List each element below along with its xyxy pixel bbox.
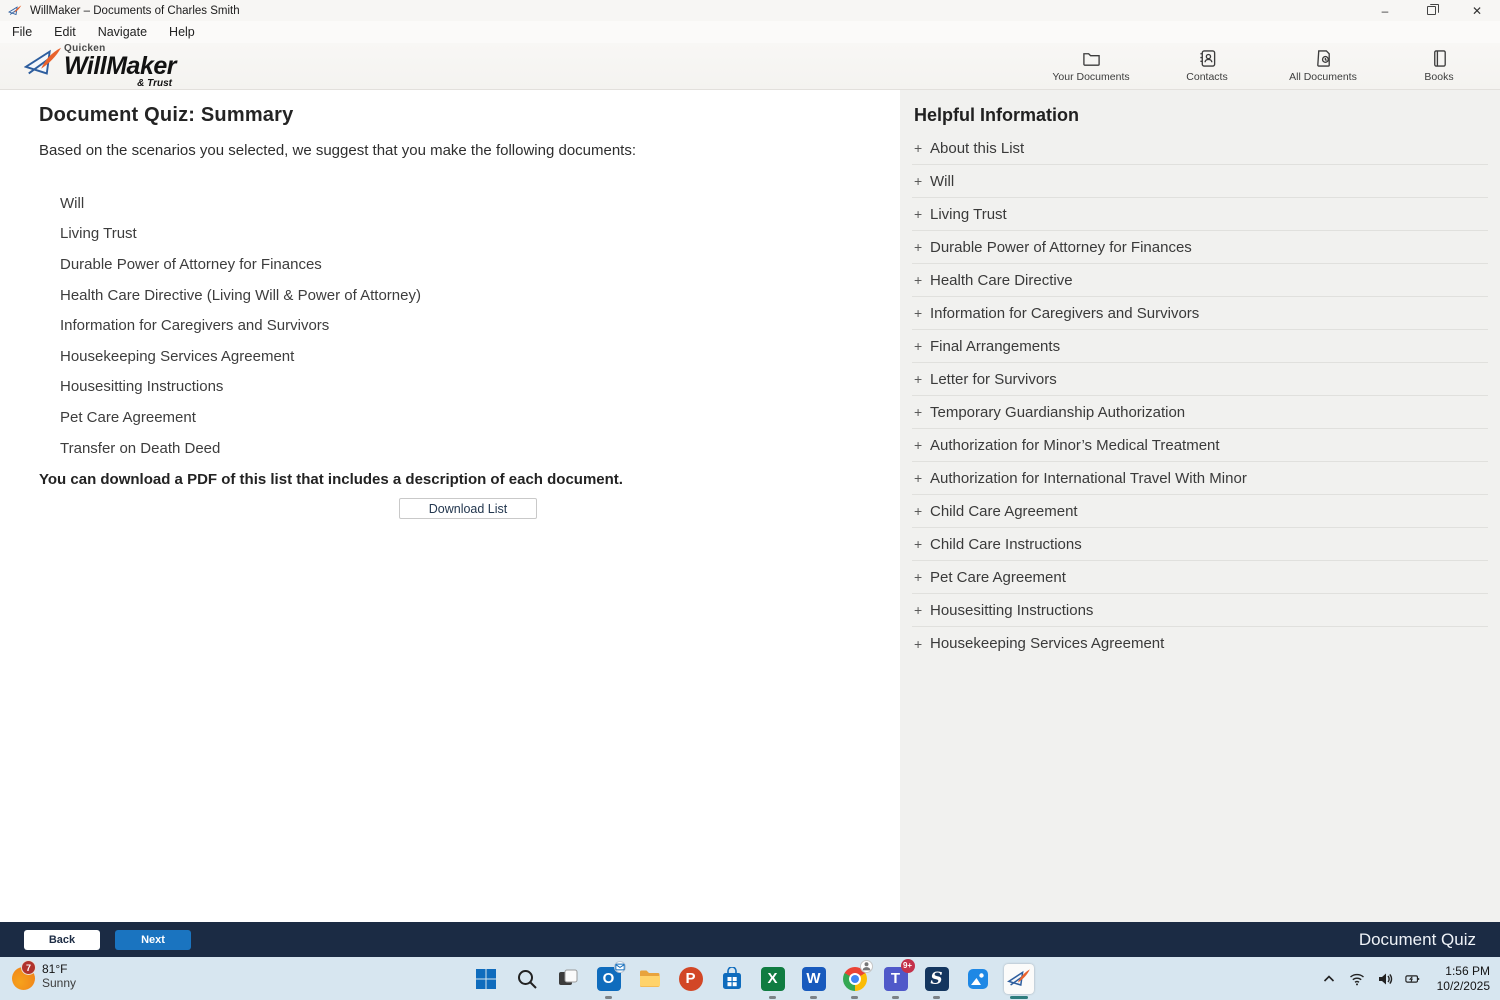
documents-icon [1314,49,1333,68]
helpful-item-label: Temporary Guardianship Authorization [930,403,1186,421]
taskbar-chrome[interactable] [842,964,868,994]
panel-title: Helpful Information [914,105,1079,125]
expand-plus-icon: + [914,173,923,189]
menu-help[interactable]: Help [169,25,195,39]
helpful-item-health-care-directive[interactable] [912,264,1488,297]
main-area [0,90,1500,922]
minimize-button[interactable]: – [1381,3,1389,18]
helpful-item-temporary-guardianship[interactable] [912,396,1488,429]
document-item: Durable Power of Attorney for Finances [60,255,322,273]
helpful-item-about-this-list[interactable] [912,132,1488,165]
folder-icon [1082,49,1101,68]
maximize-button[interactable] [1408,0,1454,21]
taskbar-app-icons [2,957,1500,1000]
nav-books[interactable] [1396,49,1482,83]
helpful-item-child-care-agreement[interactable] [912,495,1488,528]
document-item: Information for Caregivers and Survivors [60,317,330,335]
menu-file[interactable]: File [12,25,33,39]
download-list-button[interactable]: Download List [399,498,537,519]
document-item: Housesitting Instructions [60,378,224,396]
helpful-item-label: Housesitting Instructions [930,601,1094,619]
expand-plus-icon: + [914,140,923,156]
search-icon [515,967,539,991]
expand-plus-icon: + [914,239,923,255]
close-button[interactable]: ✕ [1471,3,1483,18]
helpful-item-label: Final Arrangements [930,337,1061,355]
taskbar-photos[interactable] [965,964,991,994]
mail-badge-icon [614,961,626,973]
nav-all-documents[interactable] [1280,49,1366,83]
logo-brand: Quicken [64,42,106,54]
taskbar-microsoft-store[interactable] [719,964,745,994]
helpful-item-caregivers-survivors[interactable] [912,297,1488,330]
document-item: Will [60,194,85,212]
helpful-item-durable-power[interactable] [912,231,1488,264]
document-item: Living Trust [60,225,137,243]
restore-icon [1427,6,1436,15]
book-icon [1430,49,1449,68]
taskbar-outlook[interactable] [596,964,622,994]
taskbar-s-app[interactable] [924,964,950,994]
logo-name: WillMaker [64,51,176,80]
willmaker-logo-icon [24,46,62,80]
expand-plus-icon: + [914,338,923,354]
expand-plus-icon: + [914,404,923,420]
expand-plus-icon: + [914,470,923,486]
logo-suffix: & Trust [137,77,172,89]
willmaker-taskbar-icon [1004,964,1034,994]
quiz-summary-content [0,90,900,922]
helpful-item-child-care-instructions[interactable] [912,528,1488,561]
volume-icon[interactable] [1375,971,1395,987]
nav-contacts[interactable] [1164,49,1250,83]
helpful-item-label: Housekeeping Services Agreement [930,635,1165,652]
expand-plus-icon: + [914,635,923,652]
helpful-item-label: Pet Care Agreement [930,568,1066,586]
bottom-nav-bar [0,922,1500,957]
download-note: You can download a PDF of this list that includes a description of each document. [39,471,623,489]
helpful-item-housekeeping-agreement[interactable] [912,627,1488,660]
title-bar [0,0,1500,21]
outlook-icon: O [597,967,621,991]
nav-label: Books [1424,71,1454,83]
document-item: Housekeeping Services Agreement [60,347,295,365]
expand-plus-icon: + [914,503,923,519]
weather-temp: 81°F [42,961,68,976]
clock-time: 1:56 PM [1445,963,1490,978]
running-indicator [605,996,612,999]
next-button[interactable]: Next [115,930,191,950]
running-indicator [933,996,940,999]
helpful-item-housesitting-instructions[interactable] [912,594,1488,627]
task-view-icon [556,967,580,991]
helpful-item-label: Information for Caregivers and Survivors [930,304,1200,322]
document-item: Pet Care Agreement [60,408,196,426]
helpful-item-label: Living Trust [930,205,1007,223]
word-icon: W [802,967,826,991]
battery-icon[interactable] [1403,971,1423,987]
helpful-item-international-travel[interactable] [912,462,1488,495]
nav-label: All Documents [1289,71,1357,83]
app-header [0,43,1500,90]
header-nav [1048,49,1482,83]
taskbar-search[interactable] [514,964,540,994]
expand-plus-icon: + [914,602,923,618]
helpful-item-living-trust[interactable] [912,198,1488,231]
chrome-profile-badge-icon [860,960,873,973]
helpful-item-label: Authorization for Minor’s Medical Treatment [930,436,1220,454]
nav-label: Contacts [1186,71,1228,83]
helpful-item-label: Will [930,172,955,190]
page-title: Document Quiz: Summary [39,104,294,126]
windows-start-icon [474,967,498,991]
helpful-item-label: Letter for Survivors [930,370,1057,388]
active-app-indicator [1010,996,1028,999]
taskbar-powerpoint[interactable] [678,964,704,994]
s-app-icon: S [925,967,949,991]
file-explorer-icon [638,967,662,991]
helpful-item-label: Authorization for International Travel With Minor [930,469,1247,487]
expand-plus-icon: + [914,305,923,321]
menu-edit[interactable]: Edit [54,25,76,39]
powerpoint-icon: P [679,967,703,991]
helpful-item-final-arrangements[interactable] [912,330,1488,363]
expand-plus-icon: + [914,272,923,288]
nav-label: Your Documents [1052,71,1130,83]
taskbar-excel[interactable] [760,964,786,994]
window-title: WillMaker – Documents of Charles Smith [30,4,240,17]
system-tray [1319,957,1490,1000]
helpful-item-pet-care-agreement[interactable] [912,561,1488,594]
weather-condition: Sunny [42,975,77,990]
running-indicator [892,996,899,999]
intro-text: Based on the scenarios you selected, we suggest that you make the following documents: [39,142,637,159]
suggested-documents-list [39,188,870,463]
expand-plus-icon: + [914,437,923,453]
document-item: Health Care Directive (Living Will & Power of Attorney) [60,286,421,304]
windows-taskbar [0,957,1500,1000]
back-button[interactable]: Back [24,930,100,950]
taskbar-word[interactable] [801,964,827,994]
helpful-item-label: About this List [930,139,1025,157]
helpful-information-panel [900,90,1500,922]
taskbar-file-explorer[interactable] [637,964,663,994]
expand-plus-icon: + [914,206,923,222]
willmaker-logo [24,44,176,89]
helpful-item-minors-medical[interactable] [912,429,1488,462]
start-button[interactable] [473,964,499,994]
document-item: Transfer on Death Deed [60,439,221,457]
microsoft-store-icon [720,967,744,991]
helpful-item-will[interactable] [912,165,1488,198]
expand-plus-icon: + [914,536,923,552]
nav-your-documents[interactable] [1048,49,1134,83]
running-indicator [851,996,858,999]
running-indicator [769,996,776,999]
expand-plus-icon: + [914,371,923,387]
teams-icon: T [884,967,908,991]
tray-chevron-up-icon[interactable] [1319,971,1339,987]
running-indicator [810,996,817,999]
menu-bar [0,21,1500,43]
wifi-icon[interactable] [1347,971,1367,987]
willmaker-app-icon [8,4,22,18]
expand-plus-icon: + [914,569,923,585]
weather-badge: 7 [21,960,36,975]
helpful-item-label: Health Care Directive [930,271,1073,289]
photos-icon [966,967,990,991]
clock-date: 10/2/2025 [1436,978,1490,993]
helpful-item-label: Durable Power of Attorney for Finances [930,238,1192,256]
taskbar-clock[interactable] [1437,964,1490,994]
teams-notification-badge: 9+ [901,959,915,973]
helpful-item-label: Child Care Agreement [930,502,1078,520]
taskbar-teams[interactable] [883,961,913,994]
helpful-item-letter-for-survivors[interactable] [912,363,1488,396]
contacts-icon [1198,49,1217,68]
excel-icon: X [761,967,785,991]
taskbar-willmaker-active[interactable] [1006,964,1032,994]
footer-context-label: Document Quiz [1358,929,1476,949]
taskbar-task-view[interactable] [555,964,581,994]
helpful-item-label: Child Care Instructions [930,535,1082,553]
menu-navigate[interactable]: Navigate [97,25,148,39]
